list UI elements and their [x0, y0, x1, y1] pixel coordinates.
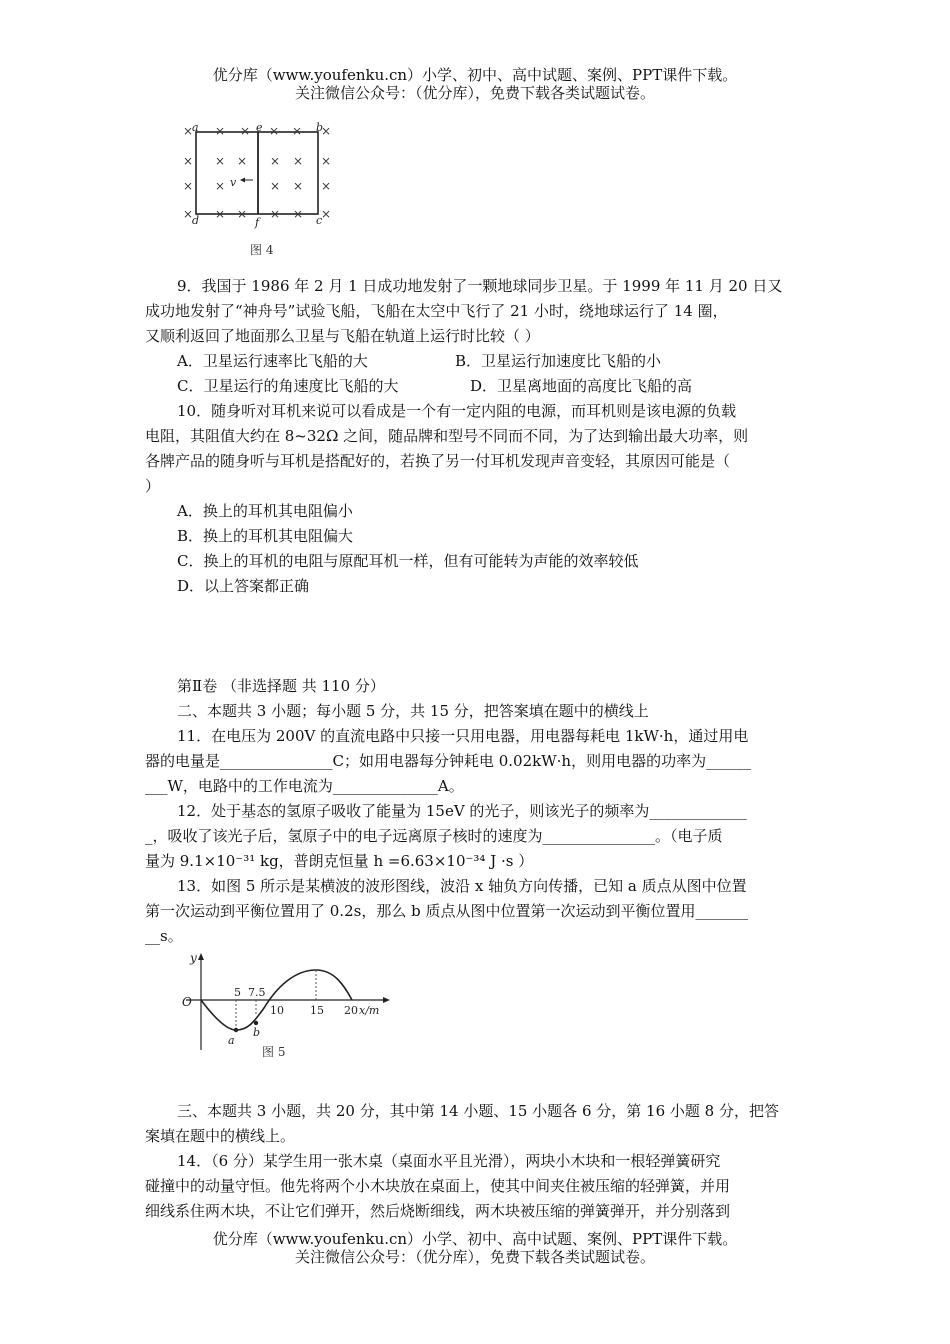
svg-text:×: × — [182, 154, 194, 168]
page-footer — [0, 1230, 950, 1266]
y-axis-label: y — [190, 951, 197, 965]
section-3-line-1: 三、本题共 3 小题，共 20 分，其中第 14 小题、15 小题各 6 分，第 16 小题 8 分，把答 — [177, 1102, 779, 1120]
svg-text:×: × — [214, 179, 226, 193]
q13-line-3: __s。 — [145, 927, 183, 945]
svg-text:×: × — [182, 179, 194, 193]
q10-line-2: 电阻，其阻值大约在 8~32Ω 之间，随品牌和型号不同而不同，为了达到输出最大功率，则 — [145, 427, 749, 445]
q10-line-4: ） — [145, 477, 161, 495]
svg-text:×: × — [292, 207, 304, 221]
figure-4-caption: 图 4 — [250, 243, 274, 257]
svg-text:×: × — [214, 154, 226, 168]
svg-text:×: × — [291, 124, 303, 138]
q10-option-b: B．换上的耳机其电阻偏大 — [177, 527, 354, 545]
svg-text:×: × — [292, 154, 304, 168]
q11-line-1: 11．在电压为 200V 的直流电路中只接一只用电器，用电器每耗电 1kW·h，通过用电 — [177, 727, 749, 745]
figure-5-caption: 图 5 — [262, 1045, 286, 1059]
figure-5-wave-graph — [176, 950, 406, 1062]
tick-10: 10 — [270, 1004, 284, 1017]
footer-line-2: 关注微信公众号：（优分库），免费下载各类试题试卷。 — [294, 1248, 655, 1266]
svg-text:×: × — [214, 124, 226, 138]
q12-line-1: 12．处于基态的氢原子吸收了能量为 15eV 的光子，则该光子的频率为_____________ — [177, 802, 747, 820]
svg-text:×: × — [182, 207, 194, 221]
q9-option-a: A．卫星运行速率比飞船的大 — [177, 352, 368, 370]
q9-line-2: 成功地发射了“神舟号”试验飞船，飞船在太空中飞行了 21 小时，绕地球运行了 14 圈， — [145, 302, 728, 320]
q10-option-a: A．换上的耳机其电阻偏小 — [177, 502, 353, 520]
tick-15: 15 — [310, 1004, 324, 1017]
section-2-instructions: 二、本题共 3 小题；每小题 5 分，共 15 分，把答案填在题中的横线上 — [177, 702, 649, 720]
svg-text:×: × — [236, 154, 248, 168]
q11-line-3: ___W，电路中的工作电流为______________A。 — [145, 777, 464, 795]
part-2-title: 第Ⅱ卷 （非选择题 共 110 分） — [177, 677, 385, 695]
q14-line-1: 14．（6 分）某学生用一张木桌（桌面水平且光滑），两块小木块和一根轻弹簧研究 — [177, 1152, 721, 1170]
section-3-line-2: 案填在题中的横线上。 — [145, 1127, 296, 1145]
q9-option-c: C．卫星运行的角速度比飞船的大 — [177, 377, 399, 395]
q14-line-3: 细线系住两木块，不让它们弹开，然后烧断细线，两木块被压缩的弹簧弹开，并分别落到 — [145, 1202, 731, 1220]
point-a — [234, 1028, 238, 1032]
figure-5 — [176, 950, 406, 1062]
label-c: c — [316, 214, 323, 227]
x-axis-label: x/m — [359, 1004, 380, 1017]
q14-line-2: 碰撞中的动量守恒。他先将两个小木块放在桌面上，使其中间夹住被压缩的轻弹簧，并用 — [145, 1177, 731, 1195]
label-point-a: a — [228, 1034, 235, 1047]
svg-text:×: × — [236, 207, 248, 221]
q12-line-3: 量为 9.1×10⁻³¹ kg，普朗克恒量 h =6.63×10⁻³⁴ J ·s ） — [145, 852, 534, 870]
svg-text:×: × — [268, 124, 280, 138]
label-v: v — [230, 176, 237, 189]
svg-text:×: × — [292, 179, 304, 193]
svg-text:×: × — [320, 207, 332, 221]
footer-line-1: 优分库（www.youfenku.cn）小学、初中、高中试题、案例、PPT课件下载。 — [212, 1230, 738, 1248]
q13-line-1: 13．如图 5 所示是某横波的波形图线，波沿 x 轴负方向传播，已知 a 质点从图中位置 — [177, 877, 747, 895]
header-line-2: 关注微信公众号：（优分库），免费下载各类试题试卷。 — [294, 84, 655, 102]
label-e: e — [256, 122, 263, 134]
header-line-1: 优分库（www.youfenku.cn）小学、初中、高中试题、案例、PPT课件下载。 — [212, 66, 738, 84]
q13-line-2: 第一次运动到平衡位置用了 0.2s，那么 b 质点从图中位置第一次运动到平衡位置用_______ — [145, 902, 748, 920]
svg-text:×: × — [182, 124, 194, 138]
q9-line-1: 9．我国于 1986 年 2 月 1 日成功地发射了一颗地球同步卫星。于 1999 年 11 月 20 日又 — [177, 277, 783, 295]
q9-line-3: 又顺利返回了地面那么卫星与飞船在轨道上运行时比较（ ） — [145, 327, 540, 345]
tick-20: 20 — [344, 1004, 358, 1017]
q9-option-d: D．卫星离地面的高度比飞船的高 — [470, 377, 693, 395]
q11-line-2: 器的电量是_______________C；如用电器每分钟耗电 0.02kW·h，则用电器的功率为______ — [145, 752, 752, 770]
svg-text:×: × — [239, 124, 251, 138]
label-a: a — [192, 122, 199, 134]
svg-text:×: × — [214, 207, 226, 221]
svg-text:×: × — [320, 154, 332, 168]
svg-text:×: × — [320, 179, 332, 193]
q9-option-b: B．卫星运行加速度比飞船的小 — [455, 352, 662, 370]
q12-line-2: _，吸收了该光子后，氢原子中的电子远离原子核时的速度为_______________。（电子质 — [145, 827, 723, 845]
q10-option-c: C．换上的耳机的电阻与原配耳机一样，但有可能转为声能的效率较低 — [177, 552, 639, 570]
tick-7-5: 7.5 — [248, 986, 266, 999]
q10-option-d: D．以上答案都正确 — [177, 577, 310, 595]
label-d: d — [192, 214, 200, 227]
svg-text:×: × — [269, 207, 281, 221]
document-body — [145, 0, 810, 1344]
svg-text:×: × — [269, 179, 281, 193]
svg-text:×: × — [269, 154, 281, 168]
q10-line-1: 10．随身听对耳机来说可以看成是一个有一定内阻的电源，而耳机则是该电源的负载 — [177, 402, 737, 420]
origin-label: O — [182, 995, 192, 1009]
point-b — [254, 1021, 258, 1025]
label-b: b — [316, 122, 324, 134]
q10-line-3: 各牌产品的随身听与耳机是搭配好的，若换了另一付耳机发现声音变轻，其原因可能是（ — [145, 452, 731, 470]
label-point-b: b — [253, 1026, 261, 1039]
tick-5: 5 — [234, 986, 241, 999]
svg-text:×: × — [320, 124, 332, 138]
label-f: f — [255, 216, 260, 229]
